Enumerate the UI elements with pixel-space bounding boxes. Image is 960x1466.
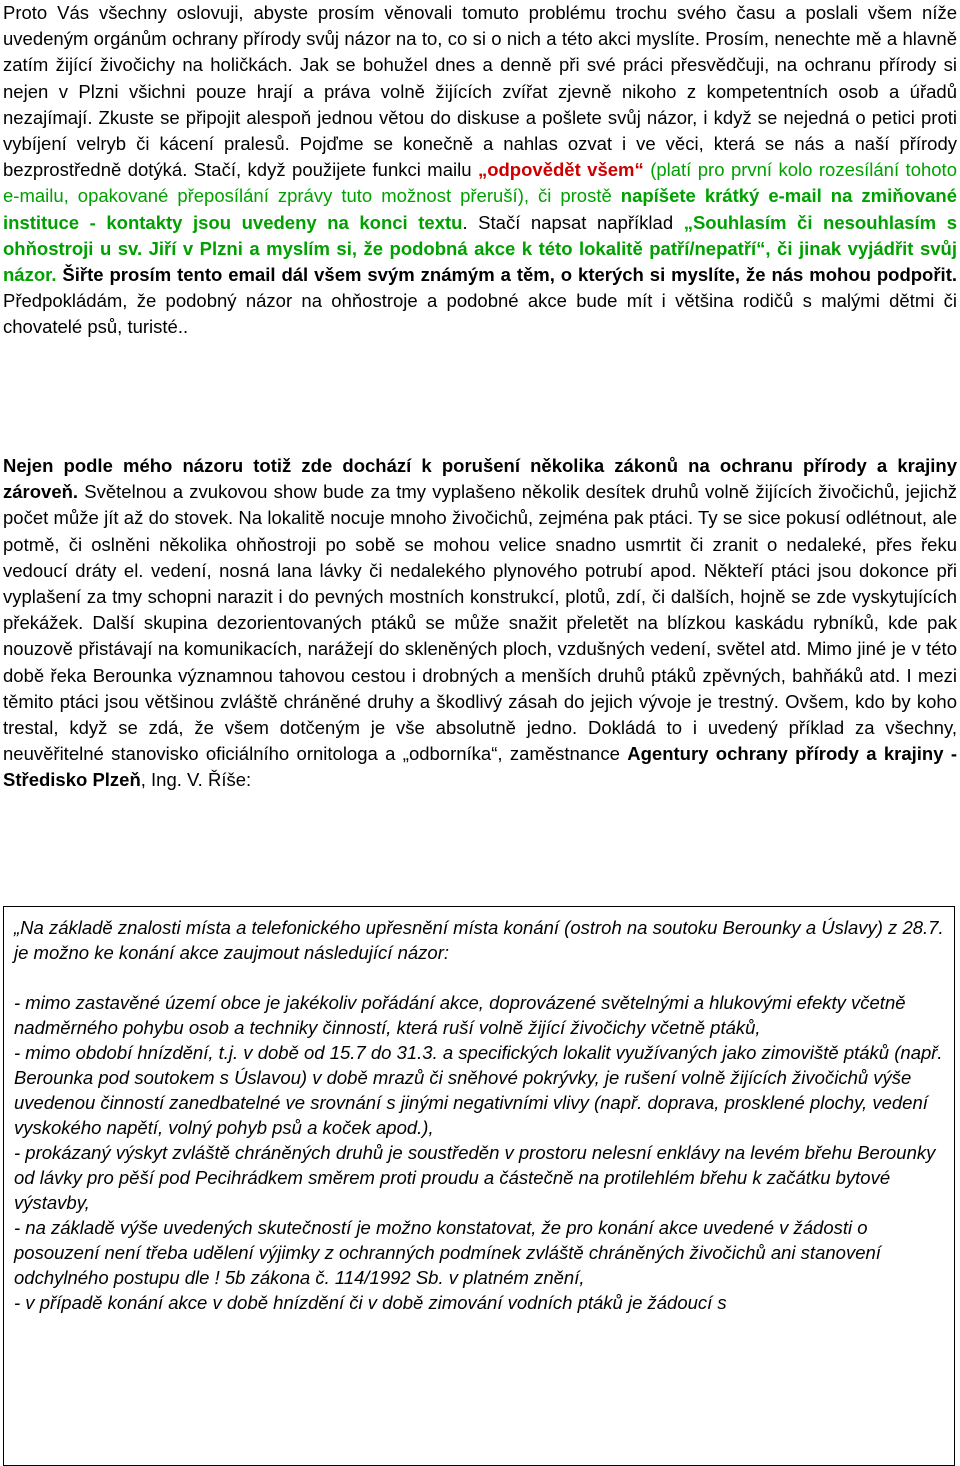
write-email-emphasis: napíšete krátký e-mail na zmiňované instituce - kontakty jsou uvedeny na konci textu	[3, 185, 957, 233]
appeal-paragraph	[3, 0, 957, 341]
reply-all-emphasis: „odpovědět všem“	[477, 159, 644, 181]
share-request: Šiřte prosím tento email dál všem svým známým a těm, o kterých si myslíte, že nás mohou podpořit.	[62, 264, 957, 286]
law-violation-heading: Nejen podle mého názoru totiž zde dochází k porušení několika zákonů na ochranu přírody a krajiny zároveň.	[3, 455, 957, 503]
appeal-sentence-2: Prosím, nenechte mě a hlavně zatím žijící živočichy na holičkách. Jak se bohužel dnes a denně při své práci přesvědčuji, na ochranu přírody si nejen v Plzni všichni pouze hrají a práva volně žijících zvířat zjevně nikoho z kompetentních osob a úřadů nezajímají. Zkuste se připojit alespoň jednou větou do diskuse a pošlete svůj názor, i když se nejedná o petici proti vybíjení velryb či kácení pralesů. Pojďme se konečně a nahlas ozvat i ve věci, která se nás a naší přírody bezprostředně dotýká. Stačí, když použijete funkci mailu	[3, 28, 957, 181]
quote-item: - na základě výše uvedených skutečností je možno konstatovat, že pro konání akce uvedené v žádosti o posouzení není třeba udělení výjimky z ochranných podmínek zvláště chráněných živočichů ani stanovení odchylného postupu dle ! 5b zákona č. 114/1992 Sb. v platném znění,	[14, 1217, 881, 1288]
forwarding-note: (platí pro první kolo rozesílání tohoto e-mailu, opakované přeposílání zprávy tuto možnost přeruší), či prostě	[3, 159, 957, 207]
example-statement: „Souhlasím či nesouhlasím s ohňostroji u sv. Jiří v Plzni a myslím si, že podobná akce k této lokalitě patří/nepatří“, či jinak vyjádřit svůj názor.	[3, 211, 957, 286]
quoted-statement-box	[3, 906, 955, 1466]
author-name: , Ing. V. Říše:	[140, 769, 252, 791]
quote-intro: „Na základě znalosti místa a telefonického upřesnění místa konání (ostroh na soutoku Berounky a Úslavy) z 28.7. je možno ke konání akce zaujmout následující názor:	[14, 917, 944, 963]
appeal-sentence-1: Proto Vás všechny oslovuji, abyste prosím věnovali tomuto problému trochu svého času a poslali všem níže uvedeným orgánům ochrany přírody svůj názor na to, co si o nich a této akci myslíte.	[3, 2, 957, 50]
quote-item: - mimo období hnízdění, t.j. v době od 15.7 do 31.3. a specifických lokalit využívaných jako zimoviště ptáků (např. Berounka pod soutokem s Úslavou) v době mrazů či sněhové pokrývky, je rušení volně žijících živočichů výše uvedenou činností zanedbatelné ve srovnání s jinými negativními vlivy (např. doprava, prosklené plochy, vedení vyskokého napětí, volný pohyb psů a koček apod.),	[14, 1042, 943, 1138]
quote-item: - mimo zastavěné území obce je jakékoliv pořádání akce, doprovázené světelnými a hlukovými efekty včetně nadměrného pohybu osob a techniky činností, která ruší volně žijící živočichy včetně ptáků,	[14, 992, 906, 1038]
quote-gap	[14, 965, 944, 990]
closing-sentence: Předpokládám, že podobný názor na ohňostroje a podobné akce bude mít i většina rodičů s malými dětmi či chovatelé psů, turisté..	[3, 290, 957, 338]
agency-name: Agentury ochrany přírody a krajiny - Středisko Plzeň	[3, 743, 957, 791]
quote-item: - prokázaný výskyt zvláště chráněných druhů je soustředěn v prostoru nelesní enklávy na levém břehu Berounky od lávky pro pěší pod Pecihrádkem směrem proti proudu a částečně na protilehlém břehu k začátku bytové výstavby,	[14, 1142, 936, 1213]
quote-item: - v případě konání akce v době hnízdění či v době zimování vodních ptáků je žádoucí s	[14, 1292, 727, 1313]
law-paragraph	[3, 453, 957, 794]
law-paragraph-body: Světelnou a zvukovou show bude za tmy vyplašeno několik desítek druhů volně žijících živočichů, jejichž počet může jít až do stovek. Na lokalitě nocuje mnoho živočichů, zejména pak ptáci. Ty se sice pokusí odlétnout, ale potmě, či oslněni několika ohňostroji po sobě se mohou velice snadno usmrtit či zranit o nedaleké, přes řeku vedoucí dráty el. vedení, nosná lana lávky či nedalekého plynového potrubí apod. Někteří ptáci jsou dokonce při vyplašení za tmy schopni narazit i do pevných mostních konstrukcí, plotů, zdí, či dalších, hojně se zde vyskytujících překážek. Další skupina dezorientovaných ptáků se může snažit přeletět na blízkou kaskádu rybníků, kde pak nouzově přistávají na komunikacích, narážejí do skleněných ploch, vzdušných vedení, světel atd. Mimo jiné je v této době řeka Berounka významnou tahovou cestou i drobných a menších druhů ptáků zpěvných, bahňáků atd. I mezi těmito ptáci jsou většinou zvláště chráněné druhy a škodlivý zásah do jejich vývoje je trestný. Ovšem, kdo by koho trestal, když se zdá, že všem dotčeným je vše absolutně jedno. Dokládá to i uvedený příklad za všechny, neuvěřitelné stanovisko oficiálního ornitologa a „odborníka“, zaměstnance	[3, 481, 957, 765]
example-intro: . Stačí napsat například	[462, 211, 684, 233]
